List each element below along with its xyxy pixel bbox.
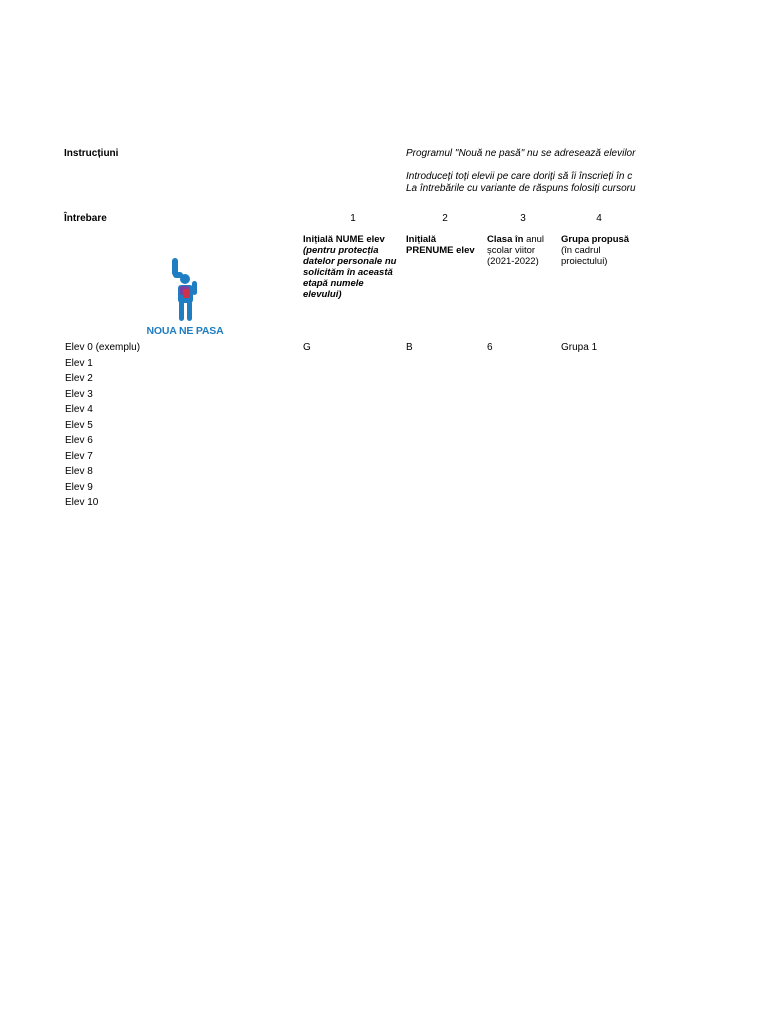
column-header-title: Grupa propusă: [561, 234, 630, 245]
column-header-note: anul școlar viitor (2021-2022): [487, 234, 545, 267]
column-header-2: [406, 234, 484, 256]
column-header-4: [561, 234, 641, 267]
column-number-1: 1: [350, 213, 356, 224]
instructions-line-1: Programul "Nouă ne pasă" nu se adresează elevilor: [406, 148, 636, 159]
row-label: Elev 0 (exemplu): [65, 342, 141, 353]
instructions-label: Instrucțiuni: [64, 148, 119, 159]
table-cell-col-4[interactable]: Grupa 1: [561, 342, 598, 353]
column-number-2: 2: [442, 213, 448, 224]
row-label: Elev 5: [65, 420, 93, 431]
row-label: Elev 9: [65, 482, 93, 493]
noua-ne-pasa-logo: [145, 255, 225, 339]
column-header-title: Inițială PRENUME elev: [406, 234, 475, 256]
row-label: Elev 6: [65, 435, 93, 446]
logo-text: NOUA NE PASA: [146, 325, 224, 337]
instructions-line-3: La întrebările cu variante de răspuns folosiți cursoru: [406, 183, 636, 194]
column-header-title: Clasa în: [487, 234, 524, 245]
instructions-line-2: Introduceți toți elevii pe care doriți să îi înscrieți în c: [406, 171, 633, 182]
row-label: Elev 8: [65, 466, 93, 477]
table-cell-col-2[interactable]: B: [406, 342, 413, 353]
row-label: Elev 10: [65, 497, 99, 508]
column-header-3: [487, 234, 559, 267]
question-label: Întrebare: [64, 213, 107, 224]
column-header-title: Inițială NUME elev: [303, 234, 385, 245]
column-number-3: 3: [520, 213, 526, 224]
column-header-note: (pentru protecția datelor personale nu solicităm în această etapă numele elevului): [303, 245, 397, 300]
column-number-4: 4: [596, 213, 602, 224]
row-label: Elev 1: [65, 358, 93, 369]
column-header-1: [303, 234, 403, 300]
row-label: Elev 4: [65, 404, 93, 415]
column-header-note: (în cadrul proiectului): [561, 245, 608, 267]
raised-hand-figure-icon: [145, 255, 225, 327]
row-label: Elev 3: [65, 389, 93, 400]
row-label: Elev 7: [65, 451, 93, 462]
table-cell-col-1[interactable]: G: [303, 342, 311, 353]
row-label: Elev 2: [65, 373, 93, 384]
table-cell-col-3[interactable]: 6: [487, 342, 493, 353]
